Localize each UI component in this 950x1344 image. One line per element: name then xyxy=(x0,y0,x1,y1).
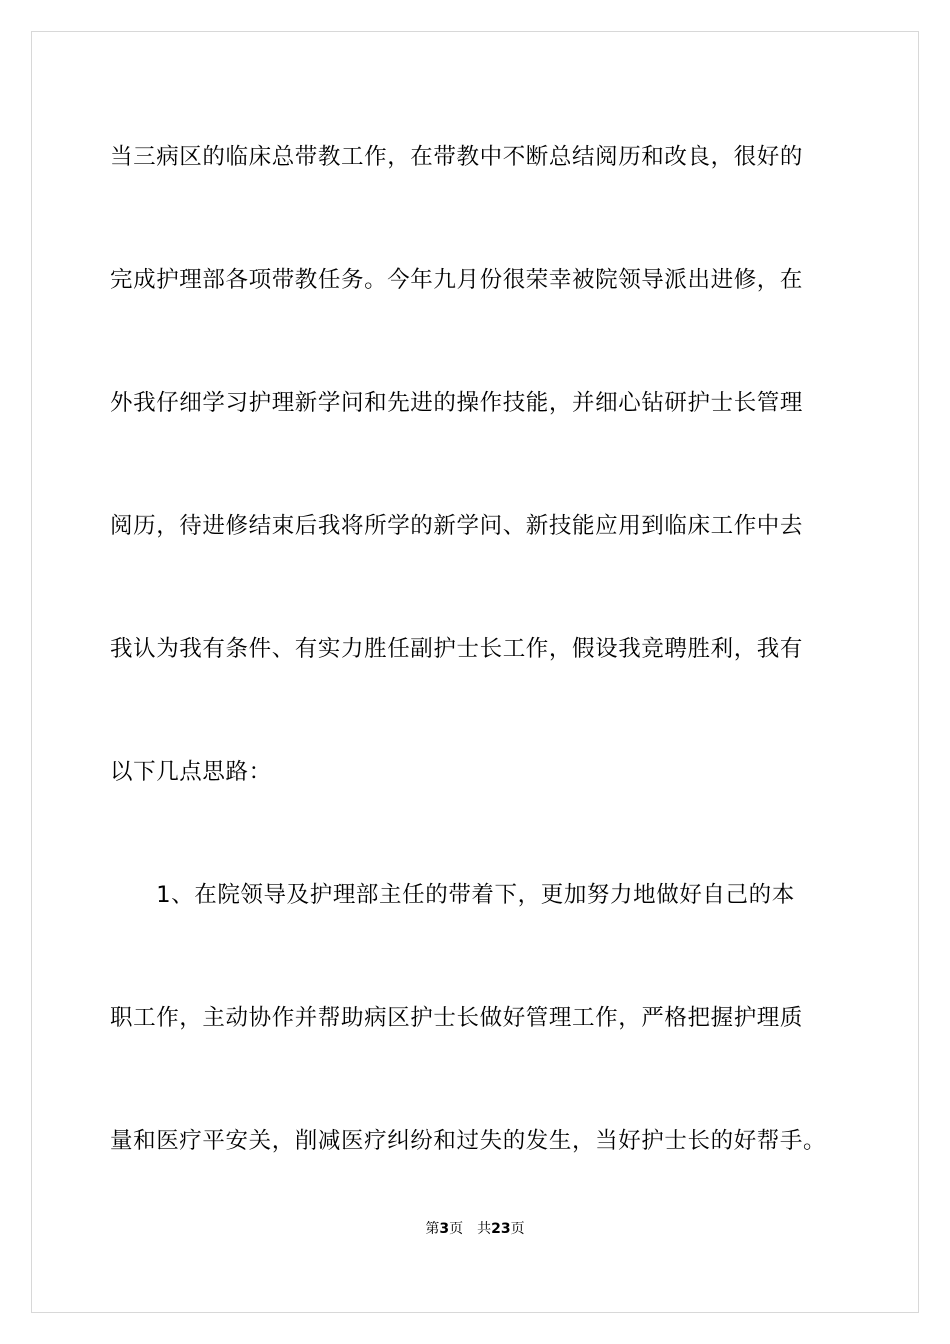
footer-total-number: 23 xyxy=(491,1221,511,1237)
body-line-1: 当三病区的临床总带教工作，在带教中不断总结阅历和改良，很好的 xyxy=(110,144,804,170)
footer-total-suffix: 页 xyxy=(510,1221,525,1237)
body-line-7: 1、在院领导及护理部主任的带着下，更加努力地做好自己的本 xyxy=(110,882,795,908)
body-line-4: 阅历，待进修结束后我将所学的新学问、新技能应用到临床工作中去 xyxy=(110,513,804,539)
footer-page-number: 3 xyxy=(439,1221,450,1237)
body-line-3: 外我仔细学习护理新学问和先进的操作技能，并细心钻研护士长管理 xyxy=(110,390,804,416)
body-line-5: 我认为我有条件、有实力胜任副护士长工作，假设我竞聘胜利，我有 xyxy=(110,636,804,662)
page-footer xyxy=(0,1218,950,1238)
body-line-2: 完成护理部各项带教任务。今年九月份很荣幸被院领导派出进修，在 xyxy=(110,267,804,293)
body-line-9: 量和医疗平安关，削减医疗纠纷和过失的发生，当好护士长的好帮手。 xyxy=(110,1128,827,1154)
footer-total-prefix: 共 xyxy=(477,1221,492,1237)
body-line-6: 以下几点思路： xyxy=(110,759,272,785)
body-line-8: 职工作，主动协作并帮助病区护士长做好管理工作，严格把握护理质 xyxy=(110,1005,804,1031)
footer-page-suffix: 页 xyxy=(449,1221,464,1237)
document-body xyxy=(110,96,840,1203)
footer-page-prefix: 第 xyxy=(425,1221,440,1237)
